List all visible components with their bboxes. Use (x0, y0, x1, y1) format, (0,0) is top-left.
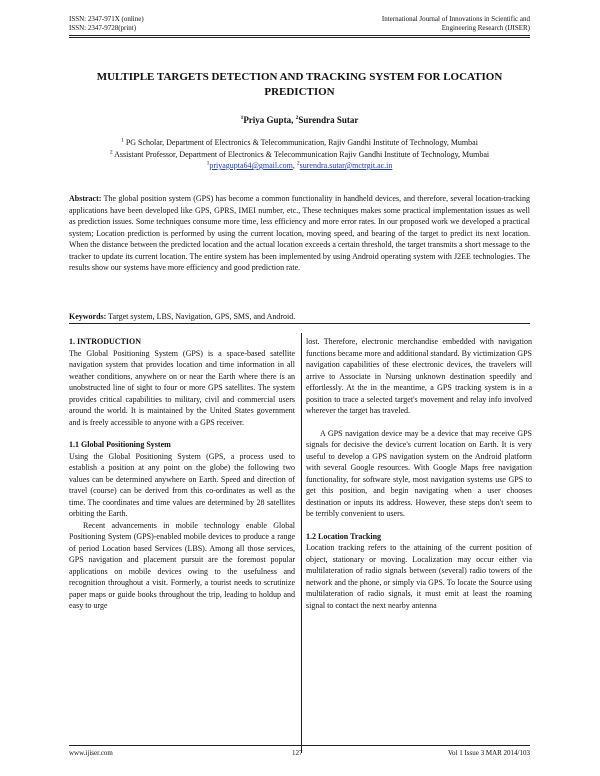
right-column (306, 336, 532, 611)
left-column (69, 336, 295, 612)
abstract (69, 193, 530, 274)
affiliation-1-sup: 1 (121, 137, 124, 144)
issn-print: ISSN: 2347-9728(print) (69, 24, 137, 32)
authors (69, 114, 530, 126)
email-separator: , (292, 161, 297, 170)
header-issn (69, 15, 144, 33)
right-paragraph-2: A GPS navigation device may be a device that may receive GPS signals for decisive the device's current location on Earth. It is very useful to develop a GPS navigation system on the Android platform with several Google resources. With Google Maps free navigation functionality, for software style, most navigation systems use GPS to get this position, and begin navigating when a user chooses destination or inputs its address. However, these steps don't seem to be terribly convenient to users. (306, 428, 532, 518)
section-1-1-paragraph-1: Using the Global Positioning System (GPS, a process used to establish a position at any point on the globe) the following two values can be determined anywhere on Earth. Speed and direction of travel (course) can be derived from this co-ordinates as well as the time. The coordinates and time values are determined by 28 satellites orbiting the Earth. (69, 451, 295, 518)
section-1-1-heading: 1.1 Global Positioning System (69, 440, 171, 449)
emails (69, 160, 530, 172)
affiliation-2-sup: 2 (109, 148, 113, 155)
header-journal (382, 15, 530, 33)
section-1-paragraph: The Global Positioning System (GPS) is a space-based satellite navigation system that provides location and time information in all weather conditions, anywhere on or near the Earth where there is an unobstructed line of sight to four or more GPS satellites. The system provides critical capabilities to military, civil and commercial users around the world. It is maintained by the United States government and is freely accessible to anyone with a GPS receiver. (69, 348, 295, 427)
author1: Priya Gupta, (243, 115, 296, 125)
affiliation-2-text: Assistant Professor, Department of Electronics & Telecommunication Rajiv Gandhi Institute of Technology, Mumbai (112, 149, 490, 159)
section-1-2-paragraph: Location tracking refers to the attaining of the current position of object, stationary or moving. Localization may occur either via multilateration of radio signals between (several) radio towers of the network and the phone, or simply via GPS. To locate the Source using multilateration of radio signals, it must emit at least the roaming signal to contact the next nearby antenna (306, 543, 532, 610)
journal-name-line1: International Journal of Innovations in Scientific and (381, 15, 530, 23)
keywords-text: Target system, LBS, Navigation, GPS, SMS, and Android. (106, 312, 296, 321)
keywords-label: Keywords: (69, 312, 107, 321)
author2: Surendra Sutar (298, 115, 359, 125)
author1-sup: 1 (240, 115, 244, 121)
header-rule (69, 35, 530, 36)
email-link-1[interactable]: priyagupta64@gmail.com (209, 161, 293, 170)
email-link-2[interactable]: surendra.sutar@mctrgit.ac.in (299, 161, 393, 170)
affiliation-1 (69, 137, 530, 149)
header-rule-double (69, 37, 530, 38)
footer-page-number: 127 (292, 749, 303, 757)
issn-online: ISSN: 2347-971X (online) (69, 15, 144, 23)
journal-name-line2: Engineering Research (IJISER) (441, 24, 530, 32)
keywords-rule (69, 323, 530, 324)
footer-website: www.ijiser.com (69, 749, 113, 757)
section-1-heading: 1. INTRODUCTION (69, 337, 142, 346)
section-1-2-heading: 1.2 Location Tracking (306, 531, 382, 541)
author2-sup: 2 (295, 115, 299, 121)
footer-rule (69, 745, 530, 746)
abstract-text: The global position system (GPS) has become a common functionality in handheld devices, and therefore, several location-tracking applications have been developed like GPS, GPRS, IMEI number, etc., These techniques makes some practical implementation issues as well as prediction issues. Some techniques consume more time, less efficiency and more error rates. In our proposed work we developed a practical system; Location prediction is performed by using the current location, moving speed, and bearing of the target to predict its next location. When the distance between the predicted location and the actual location exceeds a certain threshold, the target transmits a short message to the tracker to update its current location. The entire system has been implemented by using Android operating system with J2EE technologies. The results show our systems have more efficiency and good prediction rate. (69, 194, 530, 272)
email2-sup: 2 (296, 160, 300, 167)
footer-volume: Vol 1 Issue 3 MAR 2014/103 (447, 749, 530, 757)
paper-title: MULTIPLE TARGETS DETECTION AND TRACKING SYSTEM FOR LOCATION PREDICTION (96, 71, 503, 98)
section-1-1-paragraph-2: Recent advancements in mobile technology enable Global Positioning System (GPS)-enabled mobile devices to produce a range of period Location based Services (LBS). Among all those services, GPS navigation and placement pursuit are the foremost popular applications on mobile devices owing to the usefulness and recognition throughout a visit. Formerly, a tourist needs to scrutinize paper maps or guide books throughout the trip, leading to holdup and easy to urge (69, 520, 295, 610)
right-paragraph-1: lost. Therefore, electronic merchandise embedded with navigation functions became more and additional standard. By victimization GPS navigation capabilities of these electronic devices, the travelers will arrive to Associate in Nursing unknown destination speedily and effortlessly. At the in the meantime, a GPS tracking system is in a position to trace a selected target's movement and relay info involved wherever the target has traveled. (306, 337, 532, 415)
affiliations (69, 137, 530, 172)
affiliation-2 (69, 149, 530, 161)
keywords (69, 311, 530, 322)
email1-sup: 1 (206, 160, 210, 167)
abstract-label: Abstract: (69, 194, 102, 203)
column-divider (301, 333, 302, 753)
affiliation-1-text: PG Scholar, Department of Electronics & Telecommunication, Rajiv Gandhi Institute of Technology, Mumbai (123, 138, 478, 147)
